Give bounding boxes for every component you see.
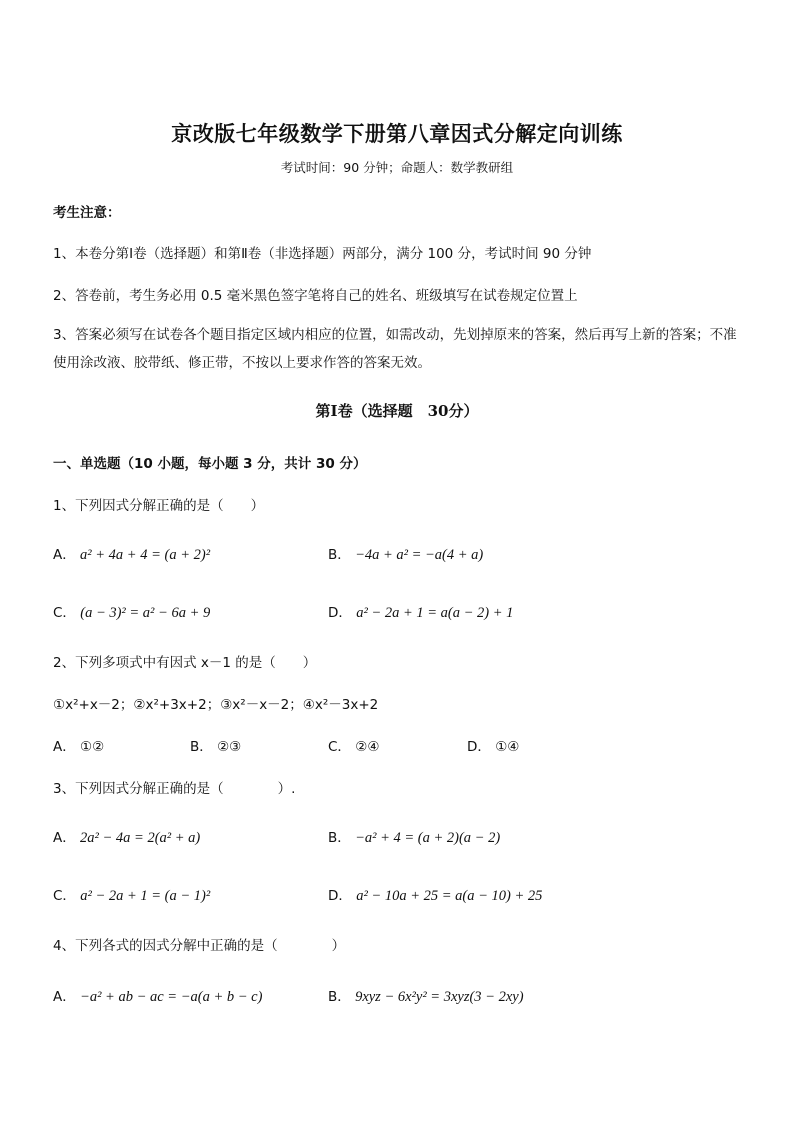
question-3-stem: 3、下列因式分解正确的是（ ）. <box>53 781 296 797</box>
option-text: −a² + ab − ac = −a(a + b − c) <box>80 989 263 1005</box>
question-1-option-b[interactable] <box>328 543 483 564</box>
option-text: −4a + a² = −a(4 + a) <box>355 547 484 563</box>
question-4-stem: 4、下列各式的因式分解中正确的是（ ） <box>53 938 346 954</box>
part-title: 一、单选题（10 小题，每小题 3 分，共计 30 分） <box>53 456 367 472</box>
option-label: B． <box>328 830 351 846</box>
option-label: B． <box>328 989 351 1005</box>
option-text: ②④ <box>355 739 380 755</box>
option-label: D． <box>328 605 352 621</box>
option-label: C． <box>53 888 76 904</box>
notice-item-1: 1、本卷分第Ⅰ卷（选择题）和第Ⅱ卷（非选择题）两部分，满分 100 分，考试时间 90 分钟 <box>53 246 592 262</box>
question-1-option-a[interactable] <box>53 543 210 564</box>
question-3-option-a[interactable] <box>53 826 200 847</box>
question-1-stem: 1、下列因式分解正确的是（ ） <box>53 498 265 514</box>
option-label: A． <box>53 547 76 563</box>
notice-item-2: 2、答卷前，考生务必用 0.5 毫米黑色签字笔将自己的姓名、班级填写在试卷规定位置上 <box>53 288 578 304</box>
option-label: A． <box>53 989 76 1005</box>
question-3-option-c[interactable] <box>53 884 210 905</box>
exam-info: 考试时间：90 分钟；命题人：数学教研组 <box>280 160 514 175</box>
option-text: a² + 4a + 4 = (a + 2)² <box>80 547 211 563</box>
option-text: a² − 10a + 25 = a(a − 10) + 25 <box>356 888 543 904</box>
question-4-option-a[interactable] <box>53 985 262 1006</box>
option-text: ①④ <box>495 739 520 755</box>
option-label: B． <box>328 547 351 563</box>
question-2-option-d[interactable] <box>467 735 519 755</box>
option-label: C． <box>328 739 351 755</box>
option-text: a² − 2a + 1 = a(a − 2) + 1 <box>356 605 514 621</box>
option-text: 9xyz − 6x²y² = 3xyz(3 − 2xy) <box>355 989 524 1005</box>
option-label: D． <box>328 888 352 904</box>
option-label: D． <box>467 739 491 755</box>
question-3-option-b[interactable] <box>328 826 500 847</box>
question-2-option-a[interactable] <box>53 735 104 755</box>
page-title: 京改版七年级数学下册第八章因式分解定向训练 <box>171 121 623 146</box>
notice-heading: 考生注意： <box>53 205 121 221</box>
question-3-option-d[interactable] <box>328 884 542 905</box>
option-text: −a² + 4 = (a + 2)(a − 2) <box>355 830 501 846</box>
option-label: C． <box>53 605 76 621</box>
option-label: A． <box>53 739 76 755</box>
option-label: A． <box>53 830 76 846</box>
section-title: 第Ⅰ卷（选择题 30分） <box>315 402 479 420</box>
option-text: ②③ <box>217 739 242 755</box>
notice-item-3: 3、答案必须写在试卷各个题目指定区域内相应的位置，如需改动，先划掉原来的答案，然后再写上新的答案；不准使用涂改液、胶带纸、修正带，不按以上要求作答的答案无效。 <box>53 327 737 371</box>
question-1-option-d[interactable] <box>328 601 513 622</box>
question-2-option-b[interactable] <box>190 735 241 755</box>
question-1-option-c[interactable] <box>53 601 210 622</box>
option-text: (a − 3)² = a² − 6a + 9 <box>80 605 211 621</box>
option-text: 2a² − 4a = 2(a² + a) <box>80 830 201 846</box>
option-text: a² − 2a + 1 = (a − 1)² <box>80 888 211 904</box>
question-4-option-b[interactable] <box>328 985 524 1006</box>
option-text: ①② <box>80 739 105 755</box>
question-2-polynomials: ①x²+x－2；②x²+3x+2；③x²－x－2；④x²－3x+2 <box>53 697 379 713</box>
option-label: B． <box>190 739 213 755</box>
question-2-option-c[interactable] <box>328 735 379 755</box>
question-2-stem: 2、下列多项式中有因式 x－1 的是（ ） <box>53 655 317 671</box>
